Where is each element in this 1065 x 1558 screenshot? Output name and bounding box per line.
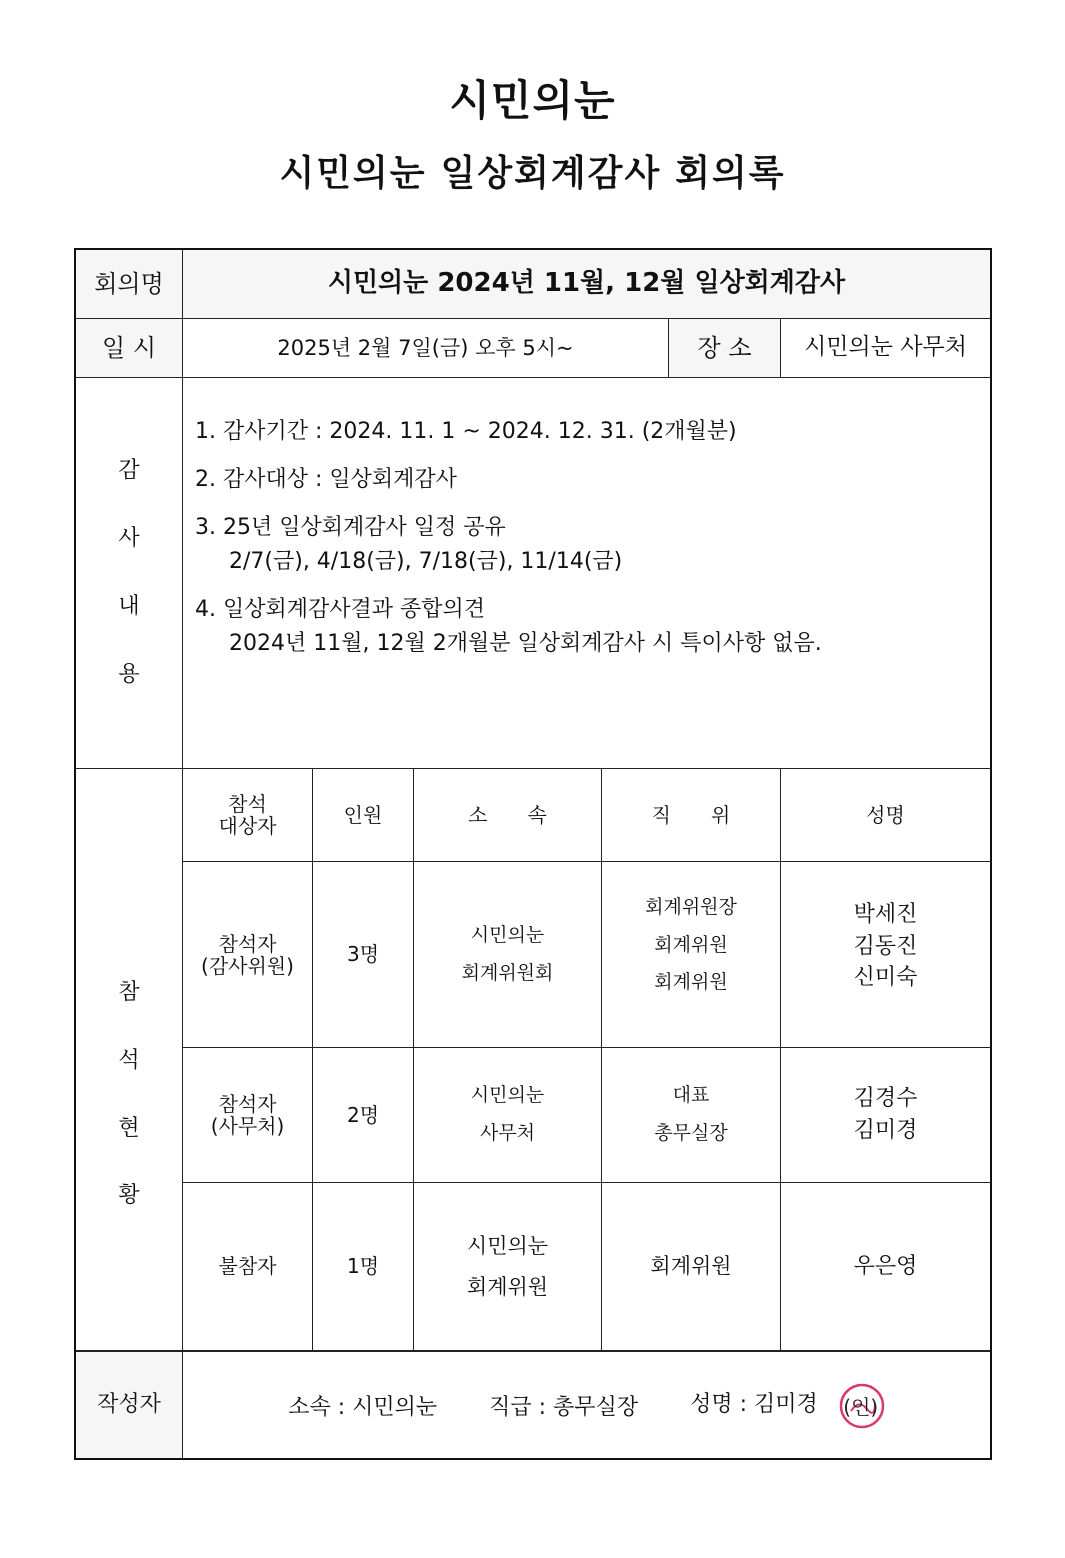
author-info — [183, 1351, 990, 1459]
audit-item-sub: 2024년 11월, 12월 2개월분 일상회계감사 시 특이사항 없음. — [229, 631, 822, 657]
label-char: 사 — [118, 526, 140, 552]
name-line: 박세진 — [853, 901, 918, 927]
audit-item — [195, 415, 975, 449]
category-line: 불참자 — [218, 1254, 277, 1278]
header-count: 인원 — [343, 802, 383, 827]
affiliation-line: 시민의눈 — [470, 923, 545, 946]
organization-name: 시민의눈 — [449, 76, 616, 125]
author-name — [690, 1381, 885, 1429]
affiliation-line: 회계위원회 — [461, 961, 554, 984]
title-part: 시민의눈 — [279, 153, 427, 194]
table-row-positions — [602, 1048, 780, 1182]
meeting-place: 시민의눈 사무처 — [804, 334, 967, 361]
label-char: 감 — [118, 458, 140, 484]
audit-item-text: 2. 감사대상 : 일상회계감사 — [195, 467, 457, 493]
seal-stamp-icon — [837, 1381, 885, 1429]
table-row-affiliation — [414, 1048, 601, 1182]
affiliation-line: 시민의눈 — [470, 1084, 545, 1107]
category-line: (사무처) — [210, 1114, 285, 1138]
header-category-line: 대상자 — [218, 814, 277, 838]
header-affiliation: 소 속 — [468, 802, 547, 827]
meeting-name: 시민의눈 2024년 11월, 12월 일상회계감사 — [327, 268, 846, 299]
audit-item — [195, 463, 975, 497]
label-char: 석 — [118, 1047, 140, 1073]
affiliation-line: 시민의눈 — [466, 1234, 549, 1259]
table-row-affiliation — [414, 862, 601, 1047]
attendance-label — [76, 769, 182, 1350]
rule — [76, 377, 990, 378]
position-line: 회계위원 — [654, 971, 728, 994]
audit-item-text: 4. 일상회계감사결과 종합의견 — [195, 597, 486, 623]
table-row-count: 2명 — [346, 1102, 380, 1127]
name-line: 김경수 — [853, 1086, 918, 1112]
label-char: 용 — [118, 661, 140, 687]
name-line: 김미경 — [853, 1118, 918, 1143]
name-line: 김동진 — [853, 933, 918, 959]
author-affiliation: 소속 : 시민의눈 — [288, 1394, 438, 1420]
title-part: 회의록 — [675, 153, 786, 194]
category-line: 참석자 — [218, 931, 277, 956]
affiliation-line: 회계위원 — [466, 1274, 549, 1299]
position-line: 회계위원 — [650, 1254, 732, 1279]
label-char: 현 — [118, 1115, 140, 1141]
table-row-affiliation — [414, 1183, 601, 1350]
position-line: 대표 — [672, 1084, 710, 1107]
table-row-category — [183, 862, 312, 1047]
place-label: 장 소 — [697, 333, 752, 362]
label-char: 황 — [118, 1183, 140, 1209]
author-label: 작성자 — [97, 1392, 161, 1418]
audit-content — [195, 415, 975, 676]
label-char: 내 — [118, 594, 140, 619]
author-rank: 직급 : 총무실장 — [489, 1394, 639, 1420]
name-line: 우은영 — [853, 1253, 918, 1279]
position-line: 회계위원 — [654, 933, 728, 956]
document-title — [0, 145, 1065, 196]
name-line: 신미숙 — [853, 965, 918, 991]
audit-item — [195, 511, 975, 579]
table-row-category — [183, 1048, 312, 1182]
audit-item-sub: 2/7(금), 4/18(금), 7/18(금), 11/14(금) — [229, 549, 623, 575]
table-row-category — [183, 1183, 312, 1350]
position-line: 총무실장 — [654, 1122, 728, 1144]
table-row-names — [781, 1183, 990, 1350]
position-line: 회계위원장 — [645, 896, 737, 919]
category-line: (감사위원) — [201, 953, 294, 978]
table-row-count: 1명 — [346, 1254, 380, 1278]
title-part: 일상회계감사 — [440, 153, 662, 194]
table-row-count: 3명 — [346, 942, 380, 966]
audit-item-text: 1. 감사기간 : 2024. 11. 1 ~ 2024. 12. 31. (2개월분) — [195, 419, 737, 444]
meeting-name-label: 회의명 — [94, 269, 164, 298]
label-char: 참 — [118, 979, 140, 1005]
header-category — [183, 769, 312, 861]
category-line: 참석자 — [218, 1092, 277, 1116]
affiliation-line: 사무처 — [479, 1122, 536, 1144]
audit-item — [195, 593, 975, 661]
audit-item-text: 3. 25년 일상회계감사 일정 공유 — [195, 515, 506, 541]
table-row-names — [781, 862, 990, 1047]
header-position: 직 위 — [651, 802, 731, 827]
table-row-positions — [602, 1183, 780, 1350]
header-name: 성명 — [866, 802, 905, 827]
table-row-positions — [602, 862, 780, 1047]
meeting-date: 2025년 2월 7일(금) 오후 5시~ — [277, 335, 574, 360]
audit-content-label — [76, 378, 182, 768]
seal-mark-text: (인) — [843, 1395, 879, 1419]
table-row-names — [781, 1048, 990, 1182]
author-name-text: 성명 : 김미경 — [690, 1392, 818, 1417]
header-category-line: 참석 — [228, 792, 267, 816]
date-label: 일 시 — [102, 333, 156, 362]
